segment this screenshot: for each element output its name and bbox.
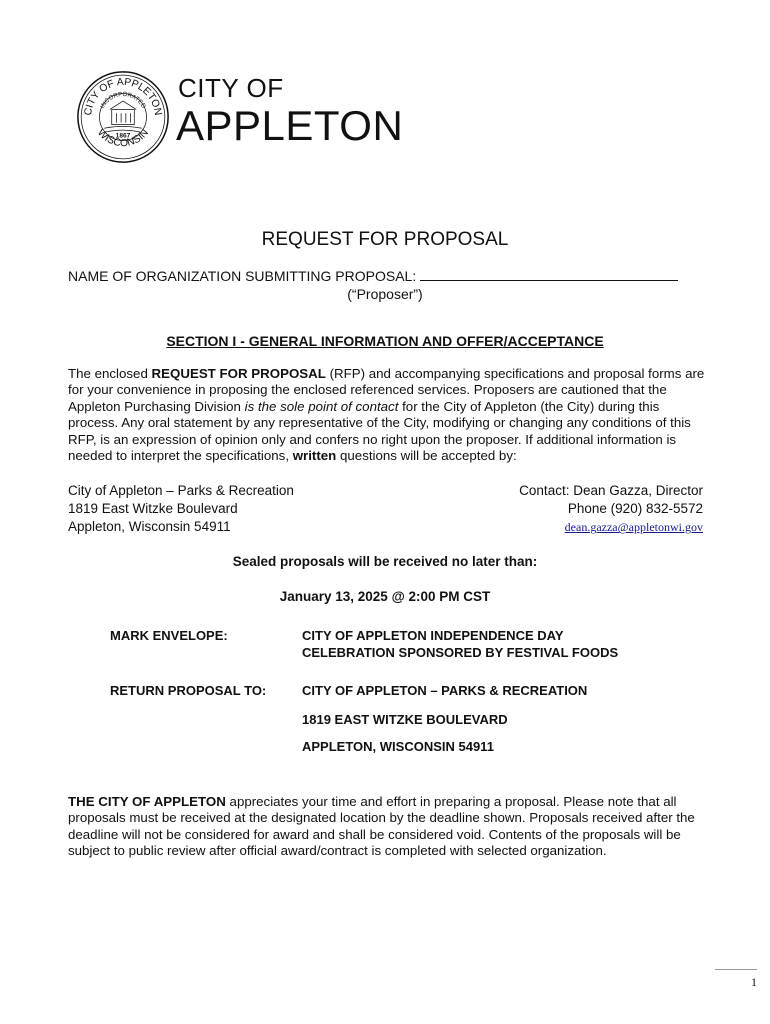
organization-name-blank xyxy=(420,267,678,281)
header-appleton: APPLETON xyxy=(176,102,404,149)
seal-text-top: CITY OF APPLETON xyxy=(82,76,164,117)
return-proposal-label: RETURN PROPOSAL TO: xyxy=(110,683,267,698)
svg-text:INCORPORATED xyxy=(99,91,147,110)
closing-bold-city: THE CITY OF APPLETON xyxy=(68,794,226,809)
page-number: 1 xyxy=(751,975,757,989)
closing-paragraph xyxy=(68,794,708,860)
return-address-line-1: CITY OF APPLETON – PARKS & RECREATION xyxy=(302,683,588,698)
proposer-note: (“Proposer”) xyxy=(347,286,423,302)
mark-envelope-label: MARK ENVELOPE: xyxy=(110,628,228,643)
intro-italic-contact: is the sole point of contact xyxy=(244,398,399,414)
seal-text-inner: INCORPORATED xyxy=(98,90,148,110)
return-address-line-3: APPLETON, WISCONSIN 54911 xyxy=(302,739,494,754)
sealed-proposals-notice: Sealed proposals will be received no later than: xyxy=(232,554,538,569)
intro-text-1: The enclosed xyxy=(68,366,152,381)
contact-phone: Phone (920) 832-5572 xyxy=(567,501,703,517)
contact-name: Contact: Dean Gazza, Director xyxy=(519,483,703,498)
seal-year: 1867 xyxy=(115,132,131,140)
footer-divider xyxy=(715,969,757,970)
contact-email-link[interactable]: dean.gazza@appletonwi.gov xyxy=(564,520,703,535)
address-line-1: City of Appleton – Parks & Recreation xyxy=(68,483,294,498)
seal-text-bottom: WISCONSIN xyxy=(94,127,151,150)
intro-bold-rfp: REQUEST FOR PROPOSAL xyxy=(151,366,326,381)
mark-envelope-value: CITY OF APPLETON INDEPENDENCE DAY CELEBRATION SPONSORED BY FESTIVAL FOODS xyxy=(302,628,619,660)
address-line-3: Appleton, Wisconsin 54911 xyxy=(68,519,231,535)
header-city-of: CITY OF xyxy=(178,73,284,103)
intro-bold-written: written xyxy=(292,448,337,464)
page-title: REQUEST FOR PROPOSAL xyxy=(261,229,509,250)
seal-building-drawing xyxy=(104,101,142,132)
mailing-address xyxy=(68,482,294,537)
closing-text: appreciates your time and effort in preparing a proposal. Please note that all proposals must be received at the designated location by the deadline shown. Proposals received after the deadline will not be considered for award and shall be considered void. Contents of the proposals will be subject to public review after official award/contract is completed with selected organization. xyxy=(68,794,695,859)
contact-block xyxy=(440,482,703,537)
address-line-2: 1819 East Witzke Boulevard xyxy=(68,501,238,517)
intro-paragraph xyxy=(68,366,708,464)
return-address-line-2: 1819 EAST WITZKE BOULEVARD xyxy=(302,712,508,727)
intro-text-4: questions will be accepted by: xyxy=(336,448,517,464)
intro-text-3: for the City of Appleton (the City) during this process. Any oral statement by any representative of the City, modifying or changing any conditions of this RFP, is an expression of opinion only and confers no right upon the proposer. If additional information is needed to interpret the specifications, xyxy=(68,398,691,464)
deadline-datetime: January 13, 2025 @ 2:00 PM CST xyxy=(279,589,491,604)
intro-text-2: (RFP) and accompanying specifications and proposal forms are for your convenience in proposing the enclosed referenced services. Proposers are cautioned that the Appleton Purchasing Division xyxy=(68,366,705,414)
organization-name-line xyxy=(68,267,678,284)
city-seal-logo xyxy=(76,70,170,164)
section-heading: SECTION I - GENERAL INFORMATION AND OFFER/ACCEPTANCE xyxy=(166,333,604,349)
organization-name-label: NAME OF ORGANIZATION SUBMITTING PROPOSAL: xyxy=(68,268,417,284)
